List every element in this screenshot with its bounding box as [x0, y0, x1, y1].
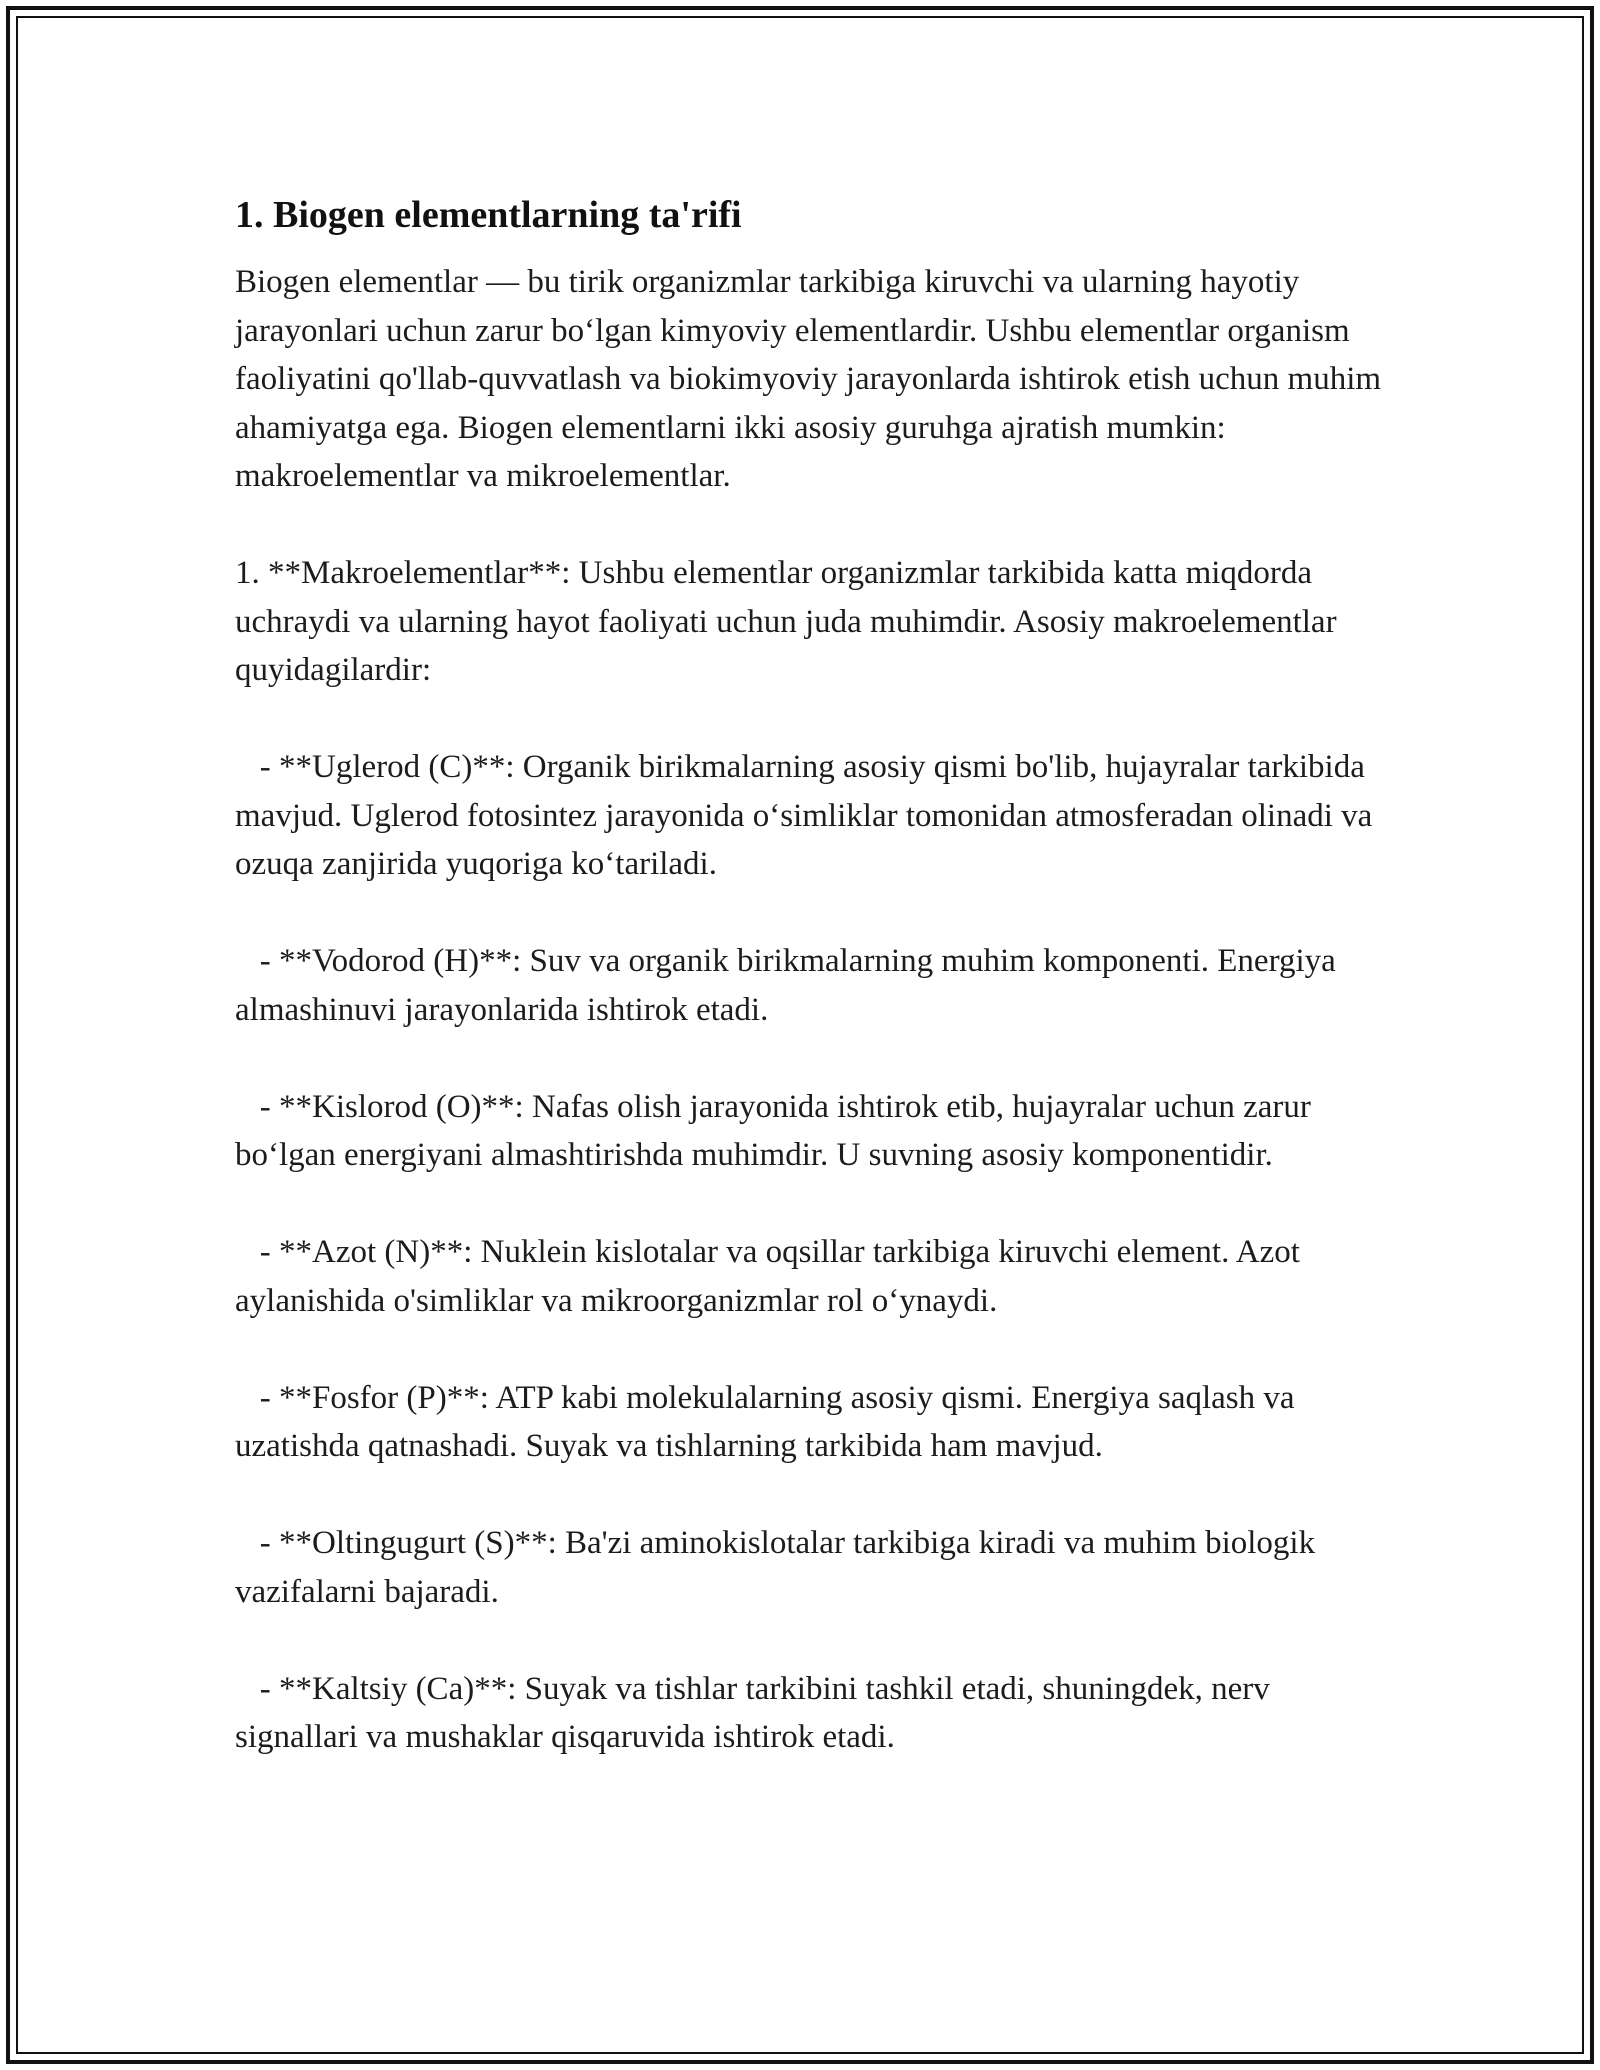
paragraph-gap	[235, 1325, 1385, 1374]
macro-intro-paragraph: 1. **Makroelementlar**: Ushbu elementlar organizmlar tarkibida katta miqdorda uchraydi va ularning hayot faoliyati uchun juda muhimdir. Asosiy makroelementlar quyidagilardir:	[235, 555, 1345, 688]
paragraph-gap	[235, 1180, 1385, 1229]
paragraph-gap	[235, 501, 1385, 550]
paragraph-gap	[235, 889, 1385, 938]
section-heading: 1. Biogen elementlarning ta'rifi	[235, 194, 742, 236]
list-item-nitrogen: - **Azot (N)**: Nuklein kislotalar va oqsillar tarkibiga kiruvchi element. Azot aylanishida o'simliklar va mikroorganizmlar rol oʻynaydi.	[235, 1234, 1309, 1319]
list-item-calcium: - **Kaltsiy (Ca)**: Suyak va tishlar tarkibini tashkil etadi, shuningdek, nerv signallari va mushaklar qisqaruvida ishtirok etadi.	[235, 1670, 1278, 1755]
document-body	[235, 180, 1390, 1762]
paragraph-gap	[235, 1616, 1385, 1665]
intro-paragraph: Biogen elementlar — bu tirik organizmlar tarkibiga kiruvchi va ularning hayotiy jarayonlari uchun zarur boʻlgan kimyoviy elementlardir. Ushbu elementlar organism faoliyatini qo'llab-quvvatlash va biokimyoviy jarayonlarda ishtirok etish uchun muhim ahamiyatga ega. Biogen elementlarni ikki asosiy guruhga ajratish mumkin: makroelementlar va mikroelementlar.	[235, 264, 1390, 494]
paragraph-gap	[235, 1471, 1385, 1520]
list-item-sulfur: - **Oltingugurt (S)**: Ba'zi aminokislotalar tarkibiga kiradi va muhim biologik vazifalarni bajaradi.	[235, 1525, 1324, 1610]
paragraph-gap	[235, 695, 1385, 744]
list-item-oxygen: - **Kislorod (O)**: Nafas olish jarayonida ishtirok etib, hujayralar uchun zarur boʻlgan energiyani almashtirishda muhimdir. U suvning asosiy komponentidir.	[235, 1088, 1320, 1173]
list-item-carbon: - **Uglerod (C)**: Organik birikmalarning asosiy qismi bo'lib, hujayralar tarkibida mavjud. Uglerod fotosintez jarayonida oʻsimliklar tomonidan atmosferadan olinadi va ozuqa zanjirida yuqoriga koʻtariladi.	[235, 749, 1381, 882]
list-item-phosphorus: - **Fosfor (P)**: ATP kabi molekulalarning asosiy qismi. Energiya saqlash va uzatishda qatnashadi. Suyak va tishlarning tarkibida ham mavjud.	[235, 1379, 1303, 1464]
paragraph-gap	[235, 1034, 1385, 1083]
list-item-hydrogen: - **Vodorod (H)**: Suv va organik birikmalarning muhim komponenti. Energiya almashinuvi jarayonlarida ishtirok etadi.	[235, 943, 1345, 1028]
